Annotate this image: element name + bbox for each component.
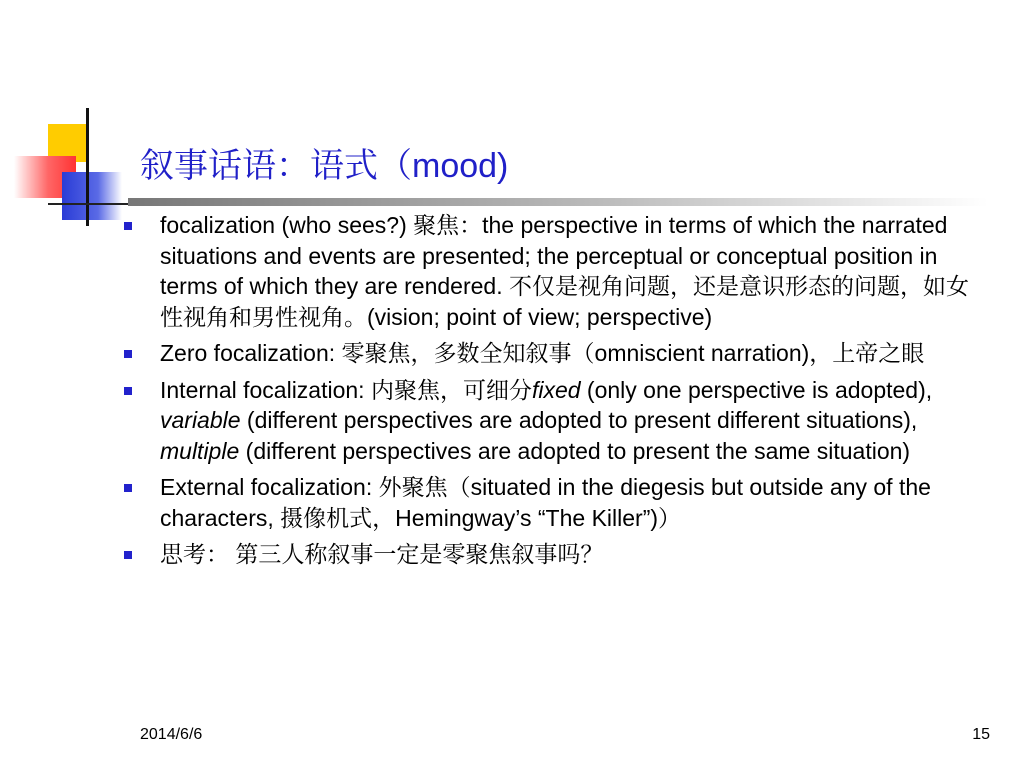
vertical-line (86, 108, 89, 226)
bullet-list (120, 210, 980, 576)
bullet-text-part: Internal focalization: 内聚焦，可细分 (160, 376, 532, 403)
bullet-marker (124, 484, 132, 492)
bullet-marker (124, 551, 132, 559)
term-multiple: multiple (160, 437, 240, 464)
term-fixed: fixed (531, 376, 581, 403)
bullet-text: 思考： 第三人称叙事一定是零聚焦叙事吗？ (160, 541, 604, 567)
bullet-item-internal-focalization (120, 375, 980, 467)
bullet-item-zero-focalization (120, 338, 980, 369)
term-variable: variable (160, 407, 241, 433)
bullet-item-external-focalization (120, 472, 980, 533)
bullet-text: focalization (who sees?) 聚焦：the perspective in terms of which the narrated situations and events are presented; the perceptual or conceptual position in terms of which they are rendered. 不仅是视角问题，还是意识形态的问题，如女性视角和男性视角。(vision; point of view; perspective) (160, 212, 969, 330)
bullet-marker (124, 387, 132, 395)
page-number: 15 (972, 726, 990, 743)
slide-title: 叙事话语：语式（mood) (140, 147, 509, 185)
blue-block (62, 172, 122, 220)
bullet-text-part: (different perspectives are adopted to present the same situation) (239, 437, 911, 464)
bullet-marker (124, 350, 132, 358)
bullet-marker (124, 222, 132, 230)
bullet-text: Zero focalization: 零聚焦，多数全知叙事（omniscient narration)，上帝之眼 (160, 340, 925, 366)
bullet-text-part: (different perspectives are adopted to present different situations), (240, 407, 918, 433)
bullet-item-question (120, 539, 980, 570)
bullet-text: External focalization: 外聚焦（situated in the diegesis but outside any of the characters, 摄像机式，Hemingway’s “The Killer”)） (160, 474, 931, 531)
title-underline (128, 198, 988, 206)
footer-date: 2014/6/6 (140, 726, 203, 743)
bullet-text-part: (only one perspective is adopted), (580, 376, 933, 403)
bullet-item-focalization (120, 210, 980, 332)
